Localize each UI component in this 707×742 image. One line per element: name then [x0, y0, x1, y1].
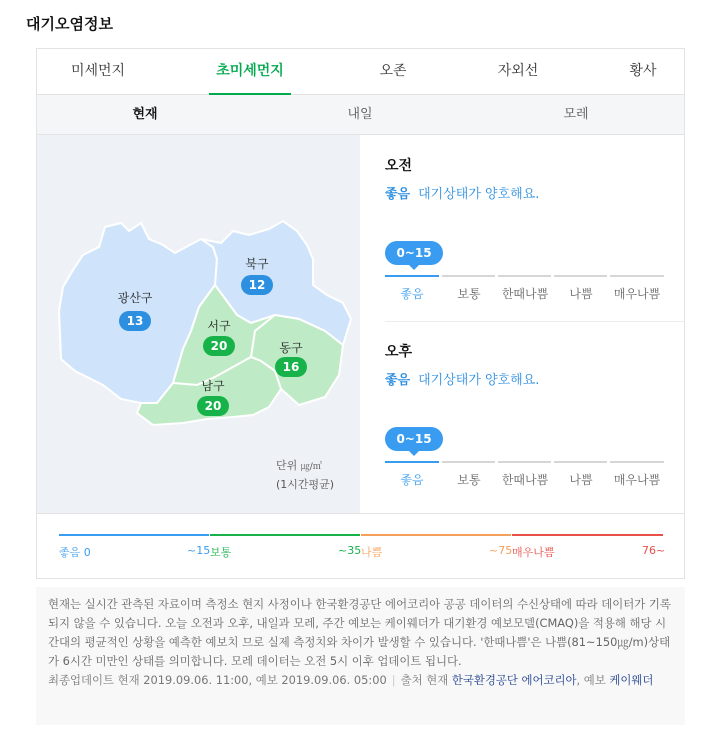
scale-seg-normal	[442, 461, 495, 463]
forecast-morning-range: 0~15	[385, 241, 443, 265]
notice-update: 최종업데이트 현재 2019.09.06. 11:00, 예보 2019.09.06. 05:00 | 출처 현재 한국환경공단 에어코리아, 예보 케이웨더	[48, 673, 654, 687]
legend-normal-end: ~35	[338, 544, 362, 557]
source-forecast-label: , 예보	[576, 673, 606, 687]
scale-seg-good	[385, 275, 439, 277]
legend-good-end: ~15	[187, 544, 211, 557]
forecast-afternoon-range: 0~15	[385, 427, 443, 451]
forecast-morning-status	[385, 183, 539, 202]
district-name-buk: 북구	[245, 257, 269, 271]
day-subtabs	[37, 95, 684, 135]
forecast-afternoon-scale	[385, 461, 664, 491]
forecast-morning-grade: 좋음	[385, 187, 411, 202]
legend-bar-normal	[210, 534, 360, 536]
district-value-buk[interactable]: 12	[241, 275, 273, 295]
scale-label-normal: 보통	[457, 287, 481, 301]
forecast-morning-message: 대기상태가 양호해요.	[418, 187, 540, 202]
forecast-afternoon-grade: 좋음	[385, 373, 411, 388]
scale-seg-brief-bad	[498, 275, 551, 277]
grade-legend	[37, 513, 684, 579]
forecast-morning-scale	[385, 275, 664, 305]
scale-seg-bad	[554, 275, 607, 277]
scale-seg-bad	[554, 461, 607, 463]
district-name-seo: 서구	[207, 319, 231, 333]
scale-label-good: 좋음	[400, 473, 424, 487]
legend-bad-start: 나쁨	[361, 546, 383, 559]
legend-very-bad-end: 76~	[642, 544, 666, 557]
scale-label-normal: 보통	[457, 473, 481, 487]
legend-bar-good	[59, 534, 209, 536]
scale-seg-brief-bad	[498, 461, 551, 463]
legend-good-start: 좋음 0	[59, 546, 91, 559]
forecast-afternoon-title: 오후	[385, 344, 413, 360]
scale-seg-very-bad	[610, 461, 664, 463]
district-name-dong: 동구	[279, 341, 303, 355]
scale-label-very-bad: 매우나쁨	[613, 287, 661, 301]
update-time: 최종업데이트 현재 2019.09.06. 11:00, 예보 2019.09.06. 05:00	[48, 673, 387, 687]
scale-label-good: 좋음	[400, 287, 424, 301]
scale-seg-good	[385, 461, 439, 463]
legend-bad-end: ~75	[489, 544, 513, 557]
forecast-afternoon-status	[385, 369, 539, 388]
unit-note	[276, 457, 334, 494]
scale-label-bad: 나쁨	[569, 287, 593, 301]
source-kweather-link[interactable]: 케이웨더	[609, 673, 654, 687]
data-notice	[36, 587, 685, 725]
district-value-dong[interactable]: 16	[275, 357, 307, 377]
district-name-nam: 남구	[201, 379, 225, 393]
air-quality-panel	[36, 48, 685, 579]
district-value-seo[interactable]: 20	[203, 336, 235, 356]
forecast-afternoon	[360, 321, 684, 513]
tab-pm10[interactable]: 미세먼지	[70, 63, 126, 79]
source-label: 출처 현재	[400, 673, 449, 687]
notice-text: 현재는 실시간 관측된 자료이며 측정소 현지 사정이나 한국환경공단 에어코리아 공공 데이터의 수신상태에 따라 데이터가 기록되지 않을 수 있습니다. 오늘 오전과 오후, 내일과 모레, 주간 예보는 케이웨더가 대기환경 예보모델(CMAQ)을 적용해 해당 시간대의 평균적인 상황을 예측한 예보치 므로 실제 측정치와 차이가 발생할 수 있습니다. '한때나쁨'은 나쁨(81~150㎍/m)상태가 6시간 미만인 상태를 의미합니다. 모레 데이터는 오전 5시 이후 업데이트 됩니다.	[48, 597, 671, 668]
forecast-morning	[360, 135, 684, 321]
unit-label: 단위	[276, 459, 298, 472]
scale-label-brief-bad: 한때나쁨	[501, 287, 549, 301]
tab-uv[interactable]: 자외선	[497, 63, 539, 79]
tab-yellow-dust[interactable]: 황사	[629, 63, 657, 79]
unit-average: (1시간평균)	[276, 478, 335, 491]
pollutant-tabs	[37, 49, 684, 95]
legend-very-bad-start: 매우나쁨	[512, 546, 555, 559]
forecast-morning-title: 오전	[385, 158, 413, 174]
legend-bar-bad	[361, 534, 511, 536]
scale-seg-normal	[442, 275, 495, 277]
district-value-gwangsan[interactable]: 13	[119, 311, 151, 331]
legend-normal-start: 보통	[210, 546, 232, 559]
scale-label-brief-bad: 한때나쁨	[501, 473, 549, 487]
source-airkorea-link[interactable]: 한국환경공단 에어코리아	[451, 673, 577, 687]
subtab-tomorrow[interactable]: 내일	[347, 107, 373, 122]
scale-seg-very-bad	[610, 275, 664, 277]
subtab-today[interactable]: 현재	[132, 107, 158, 122]
subtab-day-after[interactable]: 모레	[563, 107, 589, 122]
tab-ozone[interactable]: 오존	[379, 63, 407, 79]
district-name-gwangsan: 광산구	[117, 291, 153, 305]
scale-label-very-bad: 매우나쁨	[613, 473, 661, 487]
page-title: 대기오염정보	[26, 15, 113, 33]
district-value-nam[interactable]: 20	[197, 396, 229, 416]
legend-bar-very-bad	[512, 534, 663, 536]
scale-label-bad: 나쁨	[569, 473, 593, 487]
tab-pm25[interactable]: 초미세먼지	[209, 49, 291, 95]
forecast-afternoon-message: 대기상태가 양호해요.	[418, 373, 540, 388]
unit-value: ㎍/㎥	[300, 462, 322, 472]
district-map	[37, 135, 360, 513]
